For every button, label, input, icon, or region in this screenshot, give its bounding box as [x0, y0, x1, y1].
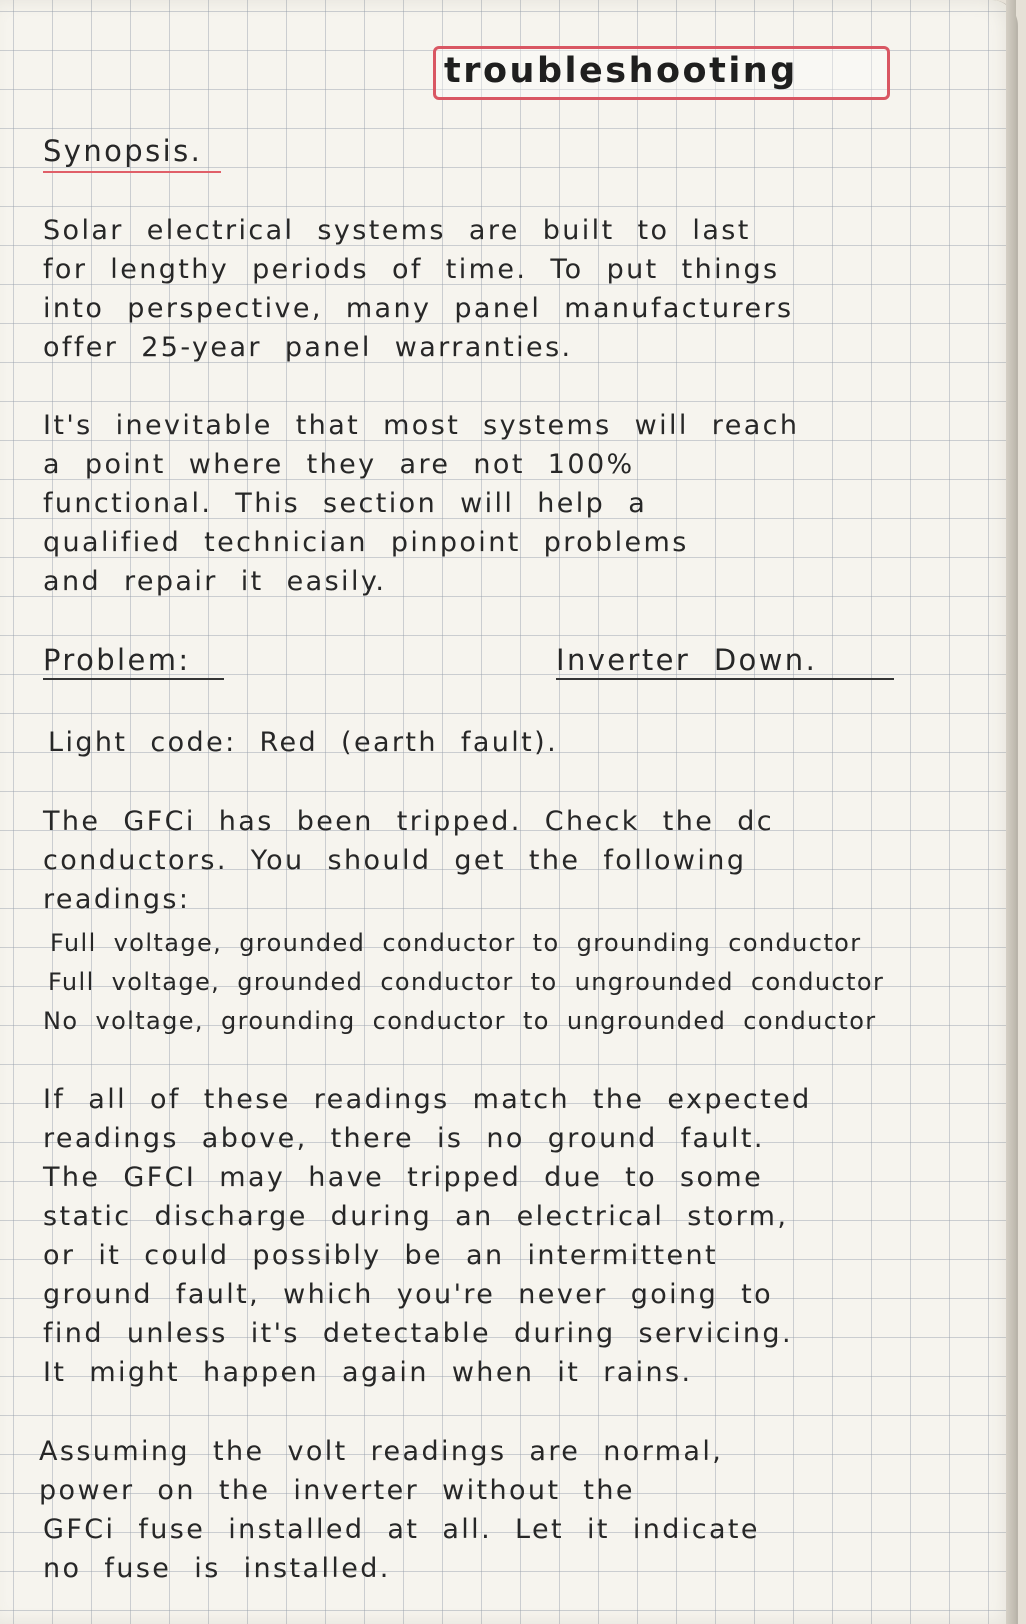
paragraph-4-line-3: GFCi fuse installed at all. Let it indicate	[43, 1514, 760, 1545]
synopsis-line-1: Solar electrical systems are built to last	[43, 215, 751, 246]
paragraph-3-line-3: The GFCI may have tripped due to some	[43, 1162, 764, 1193]
light-code: Light code: Red (earth fault).	[48, 727, 559, 758]
paragraph-3-line-4: static discharge during an electrical storm,	[43, 1201, 789, 1232]
reading-1: Full voltage, grounded conductor to grounding conductor	[50, 929, 862, 957]
paragraph-3-line-5: or it could possibly be an intermittent	[43, 1240, 718, 1271]
problem-label-underline	[43, 678, 224, 680]
paragraph-4-line-4: no fuse is installed.	[43, 1553, 391, 1584]
page-edge	[1006, 0, 1016, 1624]
problem-name-underline	[556, 678, 894, 680]
synopsis-line-2: for lengthy periods of time. To put things	[43, 254, 780, 285]
synopsis-line-8: qualified technician pinpoint problems	[43, 527, 689, 558]
paragraph-4-line-2: power on the inverter without the	[39, 1475, 635, 1506]
paragraph-3-line-6: ground fault, which you're never going to	[43, 1279, 773, 1310]
synopsis-line-3: into perspective, many panel manufacturers	[43, 293, 794, 324]
page-title: troubleshooting	[444, 51, 798, 91]
problem-description-line-2: conductors. You should get the following	[43, 845, 747, 876]
paragraph-3-line-8: It might happen again when it rains.	[43, 1357, 693, 1388]
reading-3: No voltage, grounding conductor to ungrounded conductor	[43, 1007, 877, 1035]
reading-2: Full voltage, grounded conductor to ungrounded conductor	[48, 968, 885, 996]
synopsis-line-9: and repair it easily.	[43, 566, 387, 597]
problem-description-line-3: readings:	[43, 884, 191, 915]
paragraph-4-line-1: Assuming the volt readings are normal,	[39, 1436, 724, 1467]
synopsis-line-6: a point where they are not 100%	[43, 449, 635, 480]
synopsis-line-4: offer 25-year panel warranties.	[43, 332, 573, 363]
synopsis-heading: Synopsis.	[43, 134, 203, 168]
synopsis-line-5: It's inevitable that most systems will reach	[43, 410, 800, 441]
problem-description-line-1: The GFCi has been tripped. Check the dc	[43, 806, 775, 837]
problem-name: Inverter Down.	[556, 643, 818, 677]
synopsis-underline	[43, 171, 221, 173]
paragraph-3-line-7: find unless it's detectable during servicing.	[43, 1318, 793, 1349]
problem-label: Problem:	[43, 643, 191, 677]
paragraph-3-line-1: If all of these readings match the expected	[43, 1084, 812, 1115]
synopsis-line-7: functional. This section will help a	[43, 488, 648, 519]
paragraph-3-line-2: readings above, there is no ground fault.	[43, 1123, 765, 1154]
